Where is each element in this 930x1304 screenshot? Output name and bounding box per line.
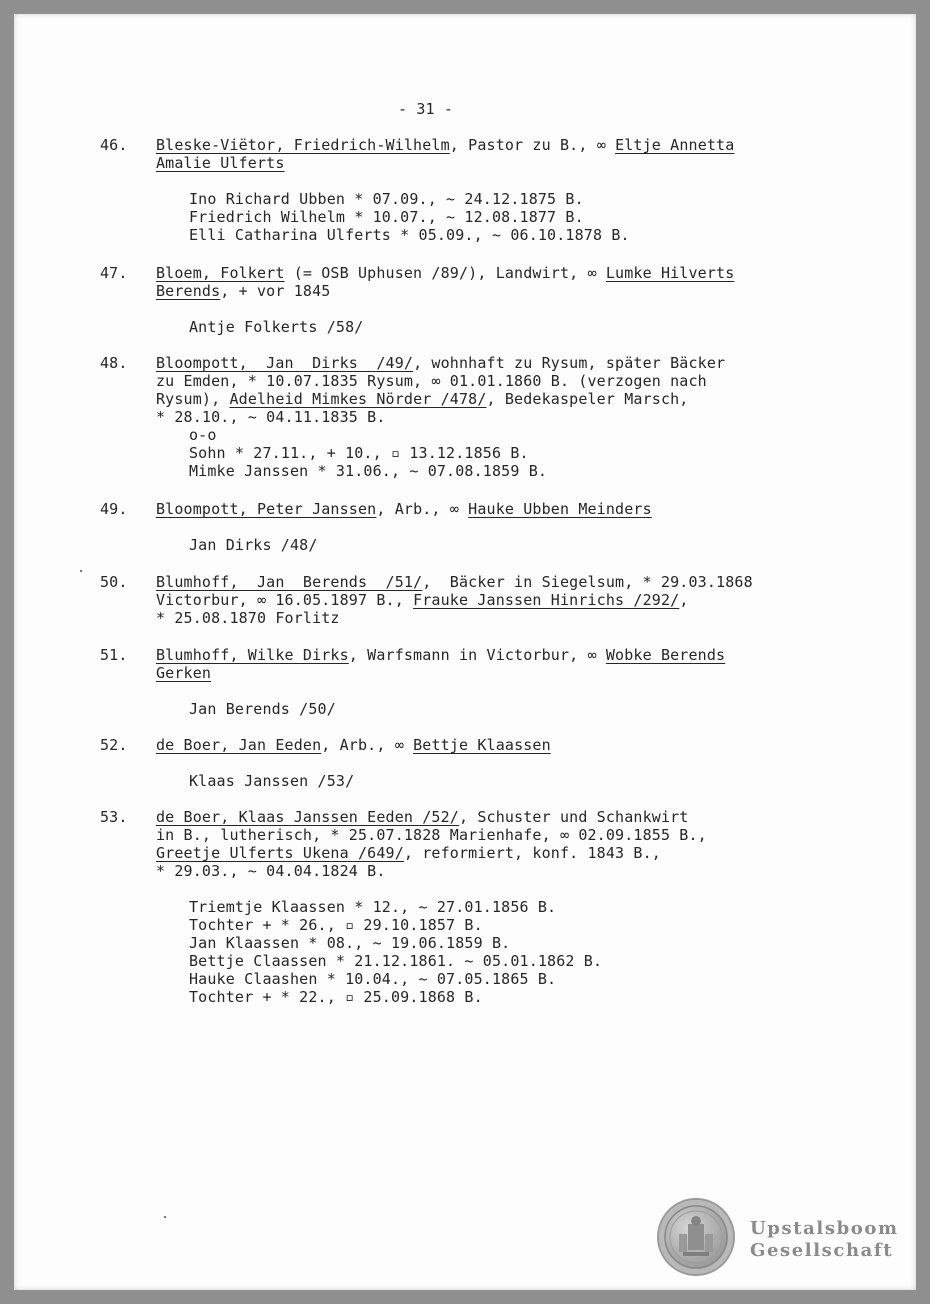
child-entry: Tochter + * 22., ▫ 25.09.1868 B. [189, 988, 483, 1006]
entry-text: * 29.03., ~ 04.04.1824 B. [156, 862, 386, 880]
entry-text: , wohnhaft zu Rysum, später Bäcker [413, 354, 726, 372]
person-name: Bleske-Viëtor, Friedrich-Wilhelm [156, 136, 450, 154]
person-name: Eltje Annetta [615, 136, 735, 154]
person-name: Greetje Ulferts Ukena /649/ [156, 844, 404, 862]
child-entry: Hauke Claashen * 10.04., ~ 07.05.1865 B. [189, 970, 557, 988]
entry-line [156, 573, 753, 591]
child-entry: Elli Catharina Ulferts * 05.09., ~ 06.10.1878 B. [189, 226, 630, 244]
child-entry: Mimke Janssen * 31.06., ~ 07.08.1859 B. [189, 462, 548, 480]
entry-line [156, 282, 330, 300]
person-name: Bloompott, Peter Janssen [156, 500, 377, 518]
entry-number: 53. [100, 808, 128, 826]
scan-speck [164, 1216, 166, 1218]
entry-line [156, 844, 661, 862]
child-entry: Tochter + * 26., ▫ 29.10.1857 B. [189, 916, 483, 934]
entry-line [156, 136, 734, 154]
entry-line [156, 154, 285, 172]
scan-speck [80, 570, 82, 572]
seal-emblem-icon [659, 1200, 733, 1274]
entry-number: 52. [100, 736, 128, 754]
entry-text: * 28.10., ~ 04.11.1835 B. [156, 408, 386, 426]
person-name: Berends [156, 282, 221, 300]
entry-text: , reformiert, konf. 1843 B., [403, 844, 661, 862]
person-name: de Boer, Jan Eeden [156, 736, 322, 754]
entry-number: 50. [100, 573, 128, 591]
entry-text: , Arb., ∞ [376, 500, 469, 518]
person-name: Hauke Ubben Meinders [468, 500, 652, 518]
child-entry: Antje Folkerts /58/ [189, 318, 364, 336]
person-name: Lumke Hilverts [605, 264, 735, 282]
entry-line [156, 591, 689, 609]
society-watermark [750, 1218, 899, 1262]
entry-text: , + vor 1845 [220, 282, 331, 300]
entry-number: 47. [100, 264, 128, 282]
person-name: Adelheid Mimkes Nörder /478/ [229, 390, 487, 408]
child-entry: Jan Berends /50/ [189, 700, 336, 718]
child-entry: Triemtje Klaassen * 12., ~ 27.01.1856 B. [189, 898, 557, 916]
entry-line [156, 862, 386, 880]
entry-text: (= OSB Uphusen /89/), Landwirt, ∞ [284, 264, 606, 282]
entry-number: 49. [100, 500, 128, 518]
child-entry: Klaas Janssen /53/ [189, 772, 355, 790]
entry-number: 46. [100, 136, 128, 154]
child-entry: Friedrich Wilhelm * 10.07., ~ 12.08.1877 B. [189, 208, 584, 226]
person-name: Bloem, Folkert [156, 264, 285, 282]
entry-line [156, 354, 725, 372]
entry-text: , Bedekaspeler Marsch, [486, 390, 689, 408]
society-name-line2: Gesellschaft [750, 1240, 894, 1261]
entry-text: , Schuster und Schankwirt [458, 808, 689, 826]
society-name-line1: Upstalsboom [750, 1218, 899, 1239]
person-name: Bloompott, Jan Dirks /49/ [156, 354, 414, 372]
entry-line [156, 826, 707, 844]
entry-text: , [679, 591, 689, 609]
entry-text: Victorbur, ∞ 16.05.1897 B., [156, 591, 414, 609]
person-name: Gerken [156, 664, 212, 682]
entry-line [156, 264, 734, 282]
entry-text: , Warfsmann in Victorbur, ∞ [348, 646, 606, 664]
entry-text: , Bäcker in Siegelsum, * 29.03.1868 [422, 573, 753, 591]
child-entry: o-o [189, 426, 217, 444]
entry-text: * 25.08.1870 Forlitz [156, 609, 340, 627]
entry-line [156, 736, 551, 754]
entry-line [156, 408, 386, 426]
child-entry: Sohn * 27.11., + 10., ▫ 13.12.1856 B. [189, 444, 529, 462]
entry-text: Rysum), [156, 390, 230, 408]
entry-line [156, 372, 707, 390]
child-entry: Bettje Claassen * 21.12.1861. ~ 05.01.1862 B. [189, 952, 603, 970]
entry-text: zu Emden, * 10.07.1835 Rysum, ∞ 01.01.1860 B. (verzogen nach [156, 372, 707, 390]
person-name: Blumhoff, Wilke Dirks [156, 646, 349, 664]
entry-text: , Arb., ∞ [321, 736, 414, 754]
entry-text: , Pastor zu B., ∞ [449, 136, 616, 154]
entry-number: 48. [100, 354, 128, 372]
child-entry: Jan Klaassen * 08., ~ 19.06.1859 B. [189, 934, 511, 952]
person-name: Blumhoff, Jan Berends /51/ [156, 573, 423, 591]
person-name: Bettje Klaassen [413, 736, 551, 754]
person-name: Frauke Janssen Hinrichs /292/ [413, 591, 680, 609]
document-page [14, 14, 916, 1290]
child-entry: Jan Dirks /48/ [189, 536, 318, 554]
person-name: Amalie Ulferts [156, 154, 285, 172]
entry-line [156, 808, 689, 826]
entry-text: in B., lutherisch, * 25.07.1828 Marienhafe, ∞ 02.09.1855 B., [156, 826, 707, 844]
entry-line [156, 390, 689, 408]
entry-line [156, 664, 211, 682]
child-entry: Ino Richard Ubben * 07.09., ~ 24.12.1875 B. [189, 190, 584, 208]
page-number: - 31 - [398, 100, 454, 118]
entry-line [156, 609, 340, 627]
entry-line [156, 646, 725, 664]
entry-line [156, 500, 652, 518]
person-name: Wobke Berends [605, 646, 726, 664]
person-name: de Boer, Klaas Janssen Eeden /52/ [156, 808, 459, 826]
entry-number: 51. [100, 646, 128, 664]
